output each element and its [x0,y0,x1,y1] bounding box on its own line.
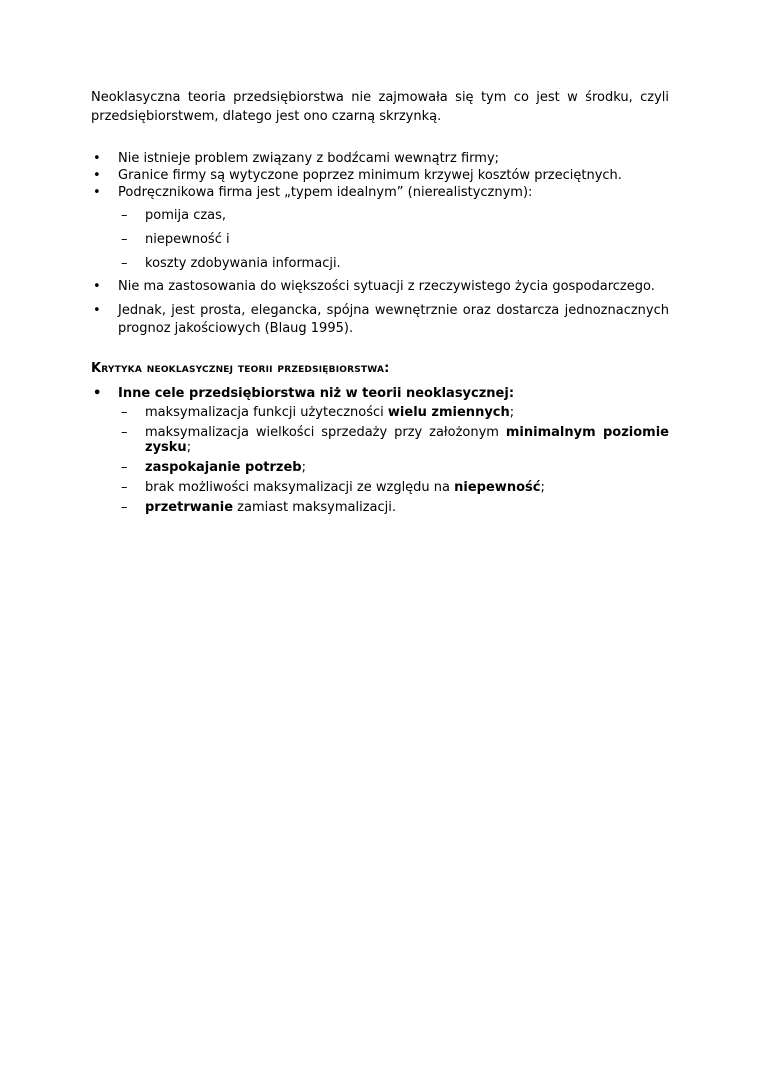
item-suffix: zamiast maksymalizacji. [233,500,396,515]
dash-icon: – [121,500,128,515]
dash-icon: – [121,232,128,247]
list-item-text: Granice firmy są wytyczone poprzez minimum krzywej kosztów przeciętnych. [118,168,622,183]
features-list [91,150,669,201]
section-heading: Krytyka neoklasycznej teorii przedsiębiorstwa: [91,361,390,376]
list-item [91,184,669,201]
sub-list [91,208,669,271]
intro-paragraph: Neoklasyczna teoria przedsiębiorstwa nie zajmowała się tym co jest w środku, czyli przedsiębiorstwem, dlatego jest ono czarną skrzynką. [91,90,669,124]
item-suffix: ; [186,440,192,455]
sub-list-item [118,232,669,247]
list-item-text: Inne cele przedsiębiorstwa niż w teorii neoklasycznej: [118,386,515,401]
dash-icon: – [121,405,128,420]
list-item-text: Jednak, jest prosta, elegancka, spójna wewnętrznie oraz dostarcza jednoznacznych prognoz jakościowych (Blaug 1995). [118,303,669,336]
list-item [91,167,669,184]
critique-sub-list [91,405,669,515]
item-text: maksymalizacja wielkości sprzedaży przy założonym [145,425,506,440]
dash-icon: – [121,460,128,475]
sub-list-item [118,425,669,455]
list-item-text: Podręcznikowa firma jest „typem idealnym” (nierealistycznym): [118,185,533,200]
item-text: brak możliwości maksymalizacji ze względu na [145,480,455,495]
sub-list-item [118,256,669,271]
item-emphasis: minimalnym poziomie zysku [145,425,669,455]
item-emphasis: przetrwanie [145,500,234,515]
critique-list [91,385,669,402]
sub-list-item-text: koszty zdobywania informacji. [145,256,341,271]
sub-list-item [118,480,669,495]
item-suffix: ; [301,460,306,475]
list-item [91,385,669,402]
bullet-icon: • [93,386,102,401]
item-text: maksymalizacja funkcji użyteczności [145,405,388,420]
sub-list-item-text: niepewność i [145,232,230,247]
item-emphasis: niepewność [454,480,541,495]
dash-icon: – [121,256,128,271]
dash-icon: – [121,425,128,440]
dash-icon: – [121,480,128,495]
bullet-icon: • [93,303,101,318]
item-emphasis: wielu zmiennych [387,405,510,420]
bullet-icon: • [93,279,101,294]
list-item-text: Nie istnieje problem związany z bodźcami wewnątrz firmy; [118,151,500,166]
bullet-icon: • [93,151,101,166]
list-item [91,302,669,338]
bullet-icon: • [93,185,101,200]
sub-list-item [118,208,669,223]
item-emphasis: zaspokajanie potrzeb [145,460,302,475]
item-suffix: ; [509,405,515,420]
sub-list-item [118,460,669,475]
sub-list-item [118,500,669,515]
list-item-text: Nie ma zastosowania do większości sytuacji z rzeczywistego życia gospodarczego. [118,279,655,294]
list-item [91,150,669,167]
dash-icon: – [121,208,128,223]
features-list-continued [91,278,669,338]
sub-list-item-text: pomija czas, [145,208,227,223]
sub-list-item [118,405,669,420]
bullet-icon: • [93,168,101,183]
list-item [91,278,669,295]
item-suffix: ; [540,480,545,495]
